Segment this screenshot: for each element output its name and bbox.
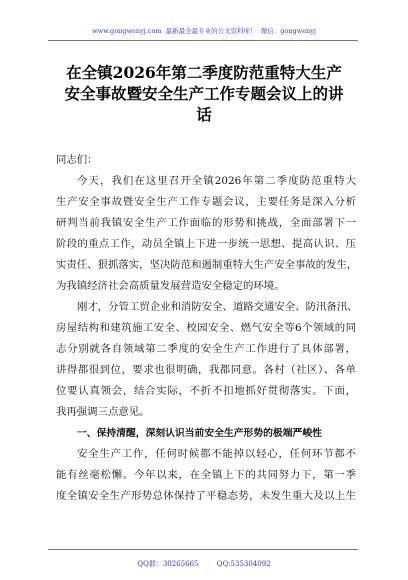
paragraph-line: 我再强调三点意见。 bbox=[56, 406, 150, 418]
paragraph-line: 房屋结构和建筑施工安全、校园安全、燃气安全等6个领域的同 bbox=[56, 322, 356, 334]
paragraph-line: 生产安全事故暨安全生产工作专题会议，主要任务是深入分析 bbox=[56, 196, 356, 208]
header-bar bbox=[0, 26, 408, 35]
paragraph-line: 刚才，分管工贸企业和消防安全、道路交通安全、防汛备汛、 bbox=[77, 301, 358, 313]
footer-divider bbox=[48, 549, 358, 550]
header-divider bbox=[48, 40, 358, 41]
paragraph-line: 今天，我们在这里召开全镇2026年第二季度防范重特大 bbox=[77, 175, 356, 187]
document-title bbox=[40, 62, 368, 125]
paragraph-line: 能有丝毫松懈。今年以来，在全镇上下的共同努力下，第一季 bbox=[56, 469, 356, 481]
header-website-link[interactable]: www.gongwenyj.com bbox=[92, 27, 162, 35]
salutation: 同志们： bbox=[56, 154, 98, 166]
paragraph-line: 讲得都很到位，要求也很明确，我都同意。各村（社区）、各单 bbox=[56, 364, 356, 376]
title-line: 安全事故暨安全生产工作专题会议上的讲 bbox=[64, 84, 344, 103]
paragraph-line: 研判当前我镇安全生产工作面临的形势和挑战，全面部署下一 bbox=[56, 217, 356, 229]
section-heading: 一、保持清醒，深刻认识当前安全生产形势的极端严峻性 bbox=[77, 428, 322, 439]
paragraph-line: 安全生产工作，任何时候都不能掉以轻心，任何环节都不 bbox=[77, 448, 356, 460]
title-line: 话 bbox=[196, 105, 212, 124]
paragraph-line: 实责任、狠抓落实，坚决防范和遏制重特大生产安全事故的发生， bbox=[56, 259, 358, 271]
paragraph-line: 为我镇经济社会高质量发展营造安全稳定的环境。 bbox=[56, 280, 285, 292]
footer-qq-group: QQ群：30265665 bbox=[137, 560, 199, 568]
title-line: 在全镇2026年第二季度防范重特大生产 bbox=[66, 63, 342, 82]
paragraph-line: 位要认真领会，结合实际，不折不扣地抓好贯彻落实。下面， bbox=[56, 385, 356, 397]
paragraph-line: 度全镇安全生产形势总体保持了平稳态势，未发生重大及以上生 bbox=[56, 490, 356, 502]
header-slogan: 最新最全最专业的公文资料库！ bbox=[165, 27, 257, 35]
paragraph-line: 志分别就各自领域第二季度的安全生产工作进行了具体部署， bbox=[56, 343, 356, 355]
footer-qq: QQ:535304092 bbox=[216, 560, 271, 568]
paragraph-line: 阶段的重点工作，动员全镇上下进一步统一思想、提高认识、压 bbox=[56, 238, 356, 250]
header-wechat: 微信：gongwenyj bbox=[260, 27, 316, 35]
footer-bar bbox=[0, 559, 408, 569]
document-body bbox=[56, 150, 356, 507]
